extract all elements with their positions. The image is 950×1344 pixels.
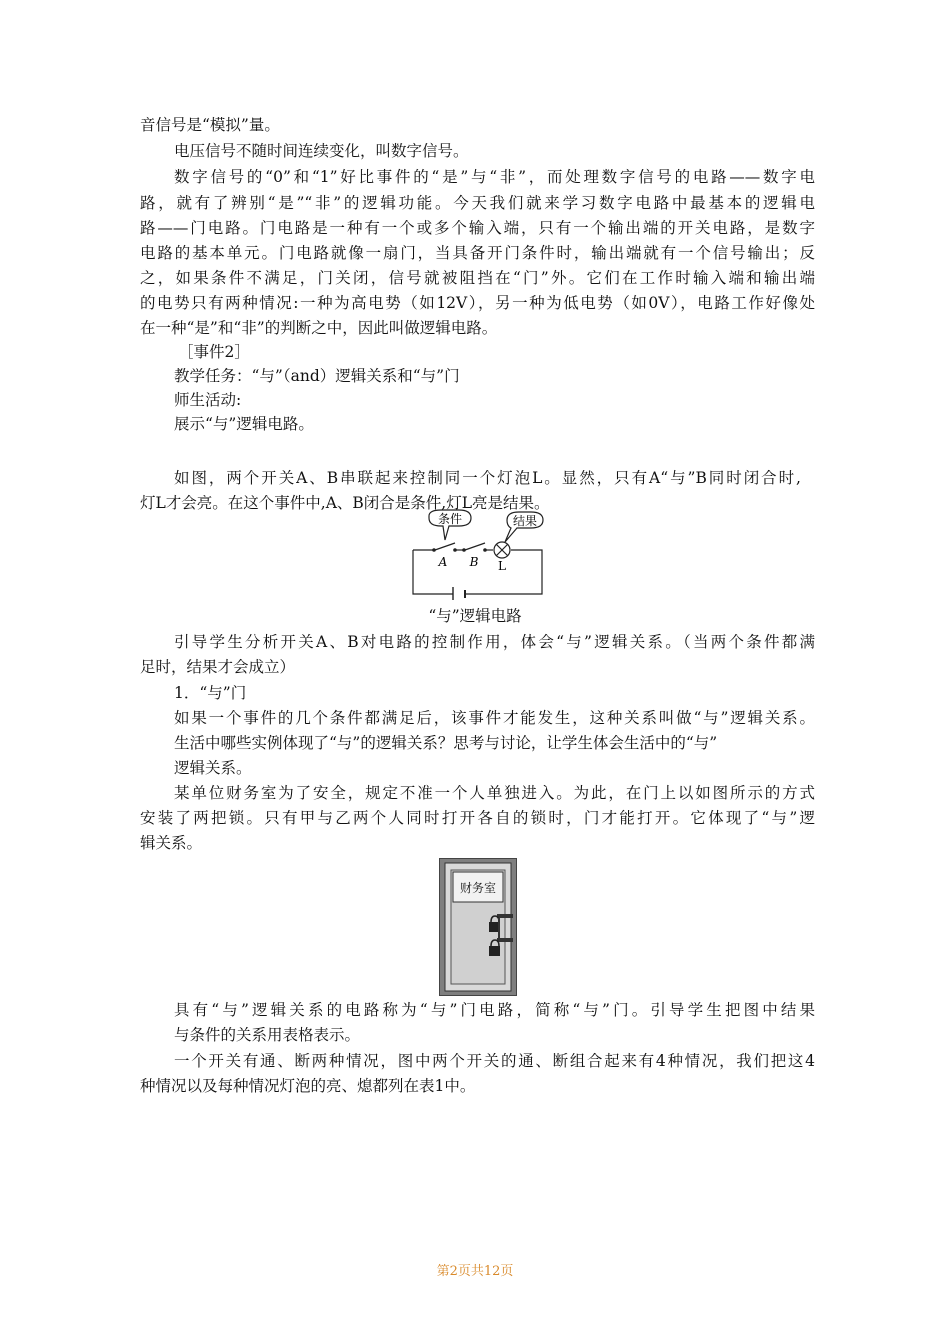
paragraph-line: 数字信号的“0”和“1”好比事件的“是”与“非”，而处理数字信号的电路——数字电 — [174, 168, 815, 186]
section-heading: ［事件2］ — [178, 343, 250, 361]
paragraph-line: 种情况以及每种情况灯泡的亮、熄都列在表1中。 — [140, 1077, 476, 1095]
paragraph-line: 师生活动: — [174, 391, 242, 409]
finance-door-illustration — [439, 858, 517, 996]
page-footer: 第2页共12页 — [436, 1264, 514, 1279]
teaching-task: 教学任务：“与”（and）逻辑关系和“与”门 — [174, 367, 460, 385]
paragraph-line: 电压信号不随时间连续变化，叫数字信号。 — [174, 142, 469, 160]
paragraph-line: 辑关系。 — [140, 834, 203, 852]
paragraph-line: 音信号是“模拟”量。 — [140, 116, 280, 134]
result-label: 结果 — [512, 514, 538, 528]
paragraph-line: 具有“与”逻辑关系的电路称为“与”门电路，简称“与”门。引导学生把图中结果 — [174, 1001, 815, 1019]
paragraph-line: 路——门电路。门电路是一种有一个或多个输入端，只有一个输出端的开关电路，是数字 — [140, 219, 815, 237]
switch-b-label: B — [469, 555, 479, 569]
subsection-heading: 1．“与”门 — [174, 684, 247, 702]
paragraph-line: 引导学生分析开关A、B对电路的控制作用，体会“与”逻辑关系。（当两个条件都满 — [174, 633, 815, 651]
paragraph-line: 路，就有了辨别“是”“非”的逻辑功能。今天我们就来学习数字电路中最基本的逻辑电 — [140, 194, 815, 212]
paragraph-line: 展示“与”逻辑电路。 — [174, 415, 314, 433]
lamp-label: L — [498, 559, 506, 573]
paragraph-line: 如果一个事件的几个条件都满足后，该事件才能发生，这种关系叫做“与”逻辑关系。 — [174, 709, 815, 727]
door-sign: 财务室 — [459, 881, 497, 895]
paragraph-line: 如图，两个开关A、B串联起来控制同一个灯泡L。显然，只有A“与”B同时闭合时, — [174, 469, 801, 487]
paragraph-line: 足时，结果才会成立） — [140, 658, 296, 676]
circuit-caption: “与”逻辑电路 — [428, 607, 522, 625]
paragraph-line: 在一种“是”和“非”的判断之中，因此叫做逻辑电路。 — [140, 319, 498, 337]
and-circuit-diagram — [405, 508, 550, 600]
paragraph-line: 与条件的关系用表格表示。 — [174, 1026, 361, 1044]
paragraph-line: 生活中哪些实例体现了“与”的逻辑关系？思考与讨论，让学生体会生活中的“与” — [174, 734, 718, 752]
paragraph-line: 一个开关有通、断两种情况，图中两个开关的通、断组合起来有4种情况，我们把这4 — [174, 1052, 815, 1070]
paragraph-line: 电路的基本单元。门电路就像一扇门，当具备开门条件时，输出端就有一个信号输出；反 — [140, 244, 815, 262]
switch-a-label: A — [438, 555, 448, 569]
paragraph-line: 某单位财务室为了安全，规定不准一个人单独进入。为此，在门上以如图所示的方式 — [174, 784, 815, 802]
paragraph-line: 逻辑关系。 — [174, 759, 252, 777]
condition-label: 条件 — [437, 512, 463, 526]
paragraph-line: 灯L才会亮。在这个事件中,A、B闭合是条件,灯L亮是结果。 — [140, 494, 550, 512]
paragraph-line: 安装了两把锁。只有甲与乙两个人同时打开各自的锁时，门才能打开。它体现了“与”逻 — [140, 809, 815, 827]
paragraph-line: 的电势只有两种情况:一种为高电势（如12V），另一种为低电势（如0V），电路工作好像处 — [140, 294, 815, 312]
paragraph-line: 之，如果条件不满足，门关闭，信号就被阻挡在“门”外。它们在工作时输入端和输出端 — [140, 269, 815, 287]
